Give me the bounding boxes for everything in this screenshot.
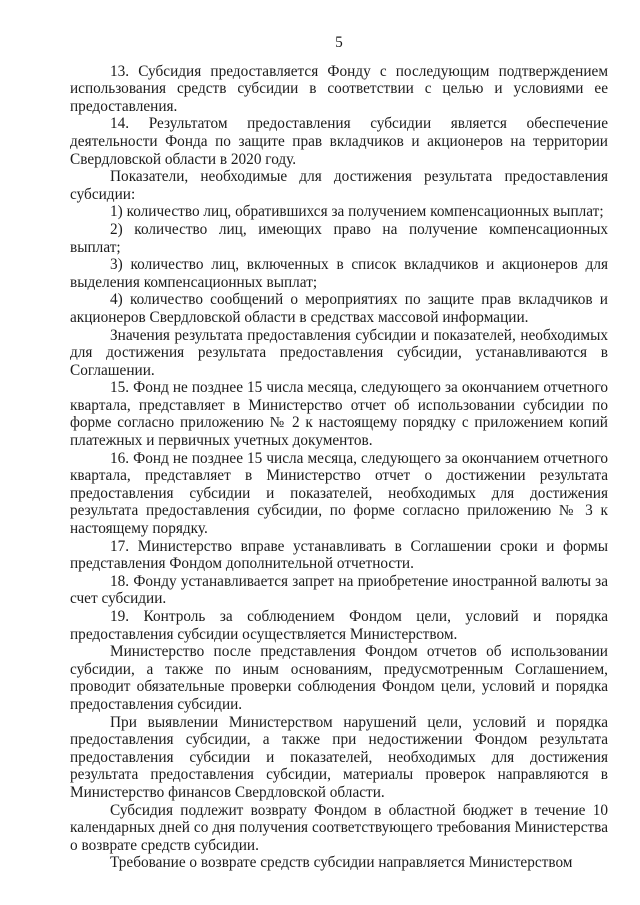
paragraph-19: 19. Контроль за соблюдением Фондом цели, условий и порядка предоставления субсидии осуществляется Министерством. bbox=[70, 608, 608, 643]
paragraph-15: 15. Фонд не позднее 15 числа месяца, следующего за окончанием отчетного квартала, представляет в Министерство отчет об использовании субсидии по форме согласно приложению № 2 к настоящему порядку с приложением копий платежных и первичных учетных документов. bbox=[70, 379, 608, 450]
refund-paragraph: Субсидия подлежит возврату Фондом в областной бюджет в течение 10 календарных дней со дня получения соответствующего требования Министерства о возврате средств субсидии. bbox=[70, 801, 608, 854]
paragraph-18: 18. Фонду устанавливается запрет на приобретение иностранной валюты за счет субсидии. bbox=[70, 572, 608, 608]
paragraph-13: 13. Субсидия предоставляется Фонду с последующим подтверждением использования средств субсидии в соответствии с целью и условиями ее предоставления. bbox=[70, 62, 608, 115]
violations-paragraph: При выявлении Министерством нарушений цели, условий и порядка предоставления субсидии, а также при недостижении Фондом результата предоставления субсидии и показателей, необходимых для достижения результата предоставления субсидии, материалы проверок направляются в Министерство финансов Свердловской области. bbox=[70, 713, 608, 801]
paragraph-16: 16. Фонд не позднее 15 числа месяца, следующего за окончанием отчетного квартала, представляет в Министерство отчет о достижении результата предоставления субсидии и показателей, необходимых для достижения результата предоставления субсидии, по форме согласно приложению № 3 к настоящему порядку. bbox=[70, 449, 608, 538]
paragraph-14: 14. Результатом предоставления субсидии является обеспечение деятельности Фонда по защите прав вкладчиков и акционеров на территории Свердловской области в 2020 году. bbox=[70, 115, 608, 168]
refund-demand-paragraph: Требование о возврате средств субсидии направляется Министерством bbox=[110, 854, 573, 872]
indicator-2: 2) количество лиц, имеющих право на получение компенсационных выплат; bbox=[70, 220, 608, 256]
indicators-intro: Показатели, необходимые для достижения результата предоставления субсидии: bbox=[70, 168, 608, 203]
inspection-paragraph: Министерство после представления Фондом отчетов об использовании субсидии, а также по иным основаниям, предусмотренным Соглашением, проводит обязательные проверки соблюдения Фондом цели, условий и порядка предоставления субсидии. bbox=[70, 643, 608, 713]
page-number: 5 bbox=[335, 34, 343, 51]
indicator-3: 3) количество лиц, включенных в список вкладчиков и акционеров для выделения компенсационных выплат; bbox=[70, 256, 608, 291]
document-page bbox=[70, 34, 608, 872]
indicator-1: 1) количество лиц, обратившихся за получением компенсационных выплат; bbox=[110, 203, 604, 221]
paragraph-17: 17. Министерство вправе устанавливать в Соглашении сроки и формы представления Фондом дополнительной отчетности. bbox=[70, 537, 608, 573]
indicator-values: Значения результата предоставления субсидии и показателей, необходимых для достижения результата предоставления субсидии, устанавливаются в Соглашении. bbox=[70, 326, 608, 379]
indicator-4: 4) количество сообщений о мероприятиях по защите прав вкладчиков и акционеров Свердловской области в средствах массовой информации. bbox=[70, 291, 608, 326]
